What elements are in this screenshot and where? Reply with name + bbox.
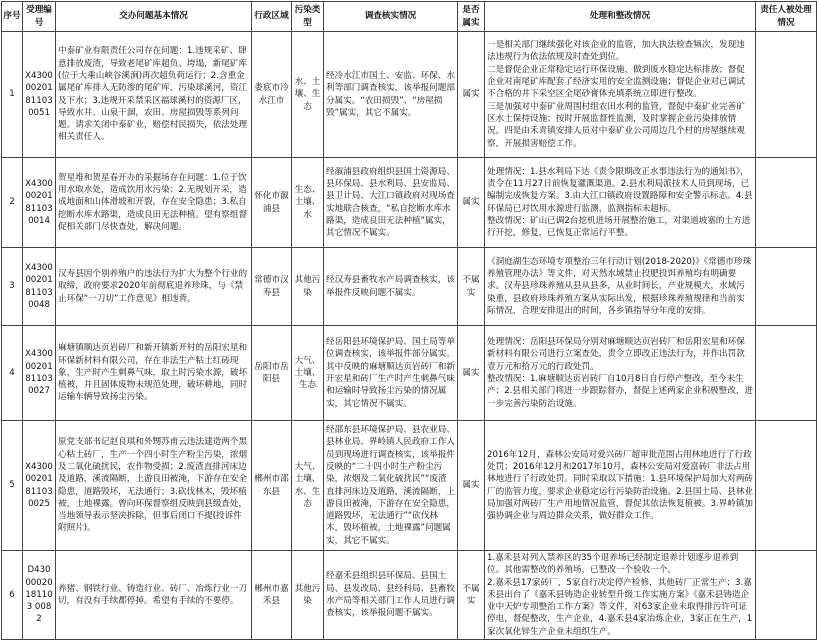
row-handling: 1.嘉禾县对列入禁养区的35个退养场已经制定退养计划逐步退养到位。其他需整改的养殖场，已整改一个验收一个。 2.嘉禾县17家砖厂，5家自行决定停产检修，其他砖厂正常生产；3.嘉禾县出台了《嘉禾县铸造企业转型升级工作实施方案》《嘉禾县铸造企业中天炉专项整治工作方案》等文件，对63家企业未取得排污许可证停电，督促整改，生产企业，4.嘉禾县4家冶炼企业，3家正在生产，1家次氧化锌生产企业未组织生产。 bbox=[485, 551, 756, 640]
row-verify: 经嘉禾县组织县环保局、县国土局、县发改局、县经科局、县畜牧水产局等相关部门工作人员进行调查核实，该举报问题不属实。 bbox=[324, 551, 458, 640]
table-row bbox=[2, 421, 817, 551]
row-issue: 原党支部书记赵良琪和外甥苏甫云违法建造两个黑心粘土砖厂，生产一个四小时生产粉尘污染，浓烟及二氧化硫扰民，农作物受损；2.废渣直排河床边及道路，溪流隔断，上游良田被淹，下游存在安全隐患，道路毁坏，无法通行；3.砍伐林木，毁坏植被，土地裸露。曾向环保督察组反映到县级查处，当地领导表示坚决拆除，但事后闭口不提(投诉件附照片)。 bbox=[56, 421, 252, 551]
row-handling: 一是相关部门继续强化对该企业的监管，加大执法检查频次，发现违法违规行为依法依规及时查处到位。 二是督促企业正常稳定运行环保设施，做到废水稳定达标排放；督促企业对南尾矿库配套了经济实用的安全监测设施；督促企业对已调试不合格的井下采空区全尾砂膏体充填系统立即进行整改。 三是加强对中泰矿业周围村组农田水利的监管，督促中泰矿业完善矿区水土保持设施；按时开展监督性监测，及时掌握企业污染排放情况。四是由禾青镇安排人员对中泰矿业公司周边几个村的房屋继续观察，开展损害赔偿工作。 bbox=[485, 32, 756, 158]
header-code: 受理编号 bbox=[23, 2, 56, 32]
row-valid: 不属实 bbox=[458, 551, 485, 640]
row-handling: 《洞庭湖生态环境专项整治三年行动计划(2018-2020)》《常德市珍珠养殖管理办法》等文件，对天然水域禁止投肥投饵养殖均有明确要求。汉寿县珍珠养殖从县从县多，从业时间长，产业规模大，水域污染重，县政府珍珠养殖方案从实际出发，根据珍珠养殖规律和当前实际情况，合理安排退出的时间，各乡镇指导分年度的安排。 bbox=[485, 248, 756, 326]
row-code: X43000020181103 0048 bbox=[23, 248, 56, 326]
row-pollution: 水、土壤、生态 bbox=[292, 32, 324, 158]
row-handling: 处理情况：1.县水利局下达《责令限期改正水事违法行为的通知书》，责令在11月27日前恢复灌溉渠道。2.县水利局派技术人员到现场，已编制完成恢复方案。3.由大江口镇政府设置路障和安全警示标志。4.县环保局已对饮用水源进行监测，监测指标未超标。 整改情况：矿山已调2台挖机进场开展整治施工，对渠道坡塞的土方进行开挖，修复，已恢复正常运行平整。 bbox=[485, 158, 756, 248]
header-handling: 处理和整改情况 bbox=[485, 2, 756, 32]
row-valid: 属实 bbox=[458, 32, 485, 158]
header-num: 序号 bbox=[2, 2, 23, 32]
row-verify: 经溆浦县政府组织县国土资源局、县环保局、县水利局、县安监局、县卫计局、大江口镇政府对现场查实地联合核查，“私自挖断水库水路渠，造成良田无法种植”属实，其它情况不属实。 bbox=[324, 158, 458, 248]
row-pollution: 其他污染 bbox=[292, 248, 324, 326]
row-valid: 属实 bbox=[458, 158, 485, 248]
table-row bbox=[2, 158, 817, 248]
header-region: 行政区域 bbox=[252, 2, 292, 32]
row-accountable bbox=[756, 551, 817, 640]
row-pollution: 大气、土壤、生态 bbox=[292, 326, 324, 421]
row-code: X43000020181103 0027 bbox=[23, 326, 56, 421]
row-issue: 养猪、钢铁行业、铸造行业、砖厂、冶炼行业一刀切，有没有手续都停掉。希望有手续的不要停。 bbox=[56, 551, 252, 640]
row-verify: 经邵东县环境保护局、县农业局、县林业局、界岭镇人民政府工作人员到现场进行调查核实，该举报件反映的“二十四小时生产粉尘污染，浓烟及二氧化硫扰民”“废渣直排河床边及道路，溪流隔断，上游良田被淹，下游存在安全隐患，道路毁坏，无法通行”“砍伐林木，毁坏植被，土地裸露”问题属实，其它不属实。 bbox=[324, 421, 458, 551]
header-accountable: 责任人被处理情况 bbox=[756, 2, 817, 32]
table-row bbox=[2, 32, 817, 158]
row-region: 常德市汉寿县 bbox=[252, 248, 292, 326]
row-accountable bbox=[756, 421, 817, 551]
row-verify: 经汉寿县畜牧水产局调查核实，该举报件反映问题不属实。 bbox=[324, 248, 458, 326]
table-row bbox=[2, 248, 817, 326]
row-num: 2 bbox=[2, 158, 23, 248]
row-region: 怀化市溆浦县 bbox=[252, 158, 292, 248]
row-issue: 贺星堆和贺星春开办的采掘场存在问题：1.位于饮用水取水处，造成饮用水污染；2.无规划开采，造成地面和山体滑坡和开裂，存在安全隐患；3.私自挖断水库水路渠，造成良田无法种植。望有察组督促相关部门尽快查处，解决问题。 bbox=[56, 158, 252, 248]
row-valid: 属实 bbox=[458, 421, 485, 551]
row-accountable bbox=[756, 158, 817, 248]
row-num: 4 bbox=[2, 326, 23, 421]
row-code: D43000020181103 0082 bbox=[23, 551, 56, 640]
row-num: 5 bbox=[2, 421, 23, 551]
header-issue: 交办问题基本情况 bbox=[56, 2, 252, 32]
row-code: X43000020181103 0025 bbox=[23, 421, 56, 551]
header-valid: 是否属实 bbox=[458, 2, 485, 32]
header-verify: 调查核实情况 bbox=[324, 2, 458, 32]
row-accountable bbox=[756, 248, 817, 326]
row-valid: 不属实 bbox=[458, 248, 485, 326]
table-row bbox=[2, 551, 817, 640]
row-region: 娄底市冷水江市 bbox=[252, 32, 292, 158]
row-region: 郴州市邵东县 bbox=[252, 421, 292, 551]
inspection-table bbox=[1, 1, 817, 640]
row-issue: 麻塘镇顺达页岩砖厂和新开镇新开村的岳阳宏星和环保新材料有限公司，存在非法生产粘土红砖现象，生产时产生刺鼻气味，取土时污染水源，破坏植被，并且固体废物未规范处理，破坏耕地，同时运输车辆导致扬尘污染。 bbox=[56, 326, 252, 421]
row-pollution: 大气、土壤、水、生态 bbox=[292, 421, 324, 551]
row-accountable bbox=[756, 326, 817, 421]
row-num: 3 bbox=[2, 248, 23, 326]
row-num: 6 bbox=[2, 551, 23, 640]
row-issue: 中泰矿业有限责任公司存在问题：1.违规采矿、肆意排放废渣，导致老尾矿库超负、垮塌，新尾矿库(位于大乘山峡谷溪涧)再次超负荷运行；2.含重金属尾矿库排入无防渗的尾矿库，污染球溪河，资江及下水；3.违规开采禁采区福球溪村的资源厂区，导致水井、山泉干涸，农田、房屋损毁等系列问题。请求关闭中泰矿业，赔偿村民损失，依法处理相关责任人。 bbox=[56, 32, 252, 158]
row-code: X43000020181103 0051 bbox=[23, 32, 56, 158]
table-row bbox=[2, 326, 817, 421]
header-row bbox=[2, 2, 817, 32]
row-handling: 处理情况：岳阳县环保局分别对麻塘顺达页岩砖厂和岳阳宏星和环保新材料有限公司进行立案查处，责令立即改正违法行为，并作出罚款壹万元和拾万元的行政处罚。 整改情况：1.麻塘顺达页岩砖厂自10月8日自行停产整改，至今未生产；2.县相关部门将进一步跟踪督办，督促上述两家企业积极整改，进一步完善污染防治设施。 bbox=[485, 326, 756, 421]
row-region: 岳阳市岳阳县 bbox=[252, 326, 292, 421]
header-pollution: 污染类型 bbox=[292, 2, 324, 32]
row-issue: 汉寿县因个别养殖户的违法行为扩大为整个行业的取缔，政府要求2020年前彻底退养珍珠，与《禁止环保“一刀切”工作意见》相违背。 bbox=[56, 248, 252, 326]
row-region: 郴州市嘉禾县 bbox=[252, 551, 292, 640]
row-code: X43000020181103 0014 bbox=[23, 158, 56, 248]
row-accountable bbox=[756, 32, 817, 158]
row-pollution: 其他污染 bbox=[292, 551, 324, 640]
row-valid: 属实 bbox=[458, 326, 485, 421]
row-verify: 经冷水江市国土、安监、环保、水利等部门调查核实，该举报问题部分属实。“农田损毁”、“房屋损毁”属实，其它不属实。 bbox=[324, 32, 458, 158]
row-handling: 2016年12月，森林公安局对爱兴砖厂超审批范围占用林地进行了行政处罚；2016年12月和2017年10月，森林公安局对爱富砖厂非法占用林地进行了行政处罚。同时采取以下措施：1.县环境保护局加大对两砖厂的监管力度，要求企业稳定运行污染防治设施。2.县国土局、县林业局加强对两砖厂生产用地情况监管，督促其依法恢复植被。3.界岭镇加强协调企业与周边群众关系，做好群众工作。 bbox=[485, 421, 756, 551]
row-pollution: 生态、土壤、水 bbox=[292, 158, 324, 248]
row-verify: 经岳阳县环境保护局、国土局等单位调查核实，该举报件部分属实。其中反映的麻塘顺达页岩砖厂和新开宏星和砖厂生产时产生刺鼻气味和运输时导致扬尘污染的情况属实，其它情况不属实。 bbox=[324, 326, 458, 421]
row-num: 1 bbox=[2, 32, 23, 158]
